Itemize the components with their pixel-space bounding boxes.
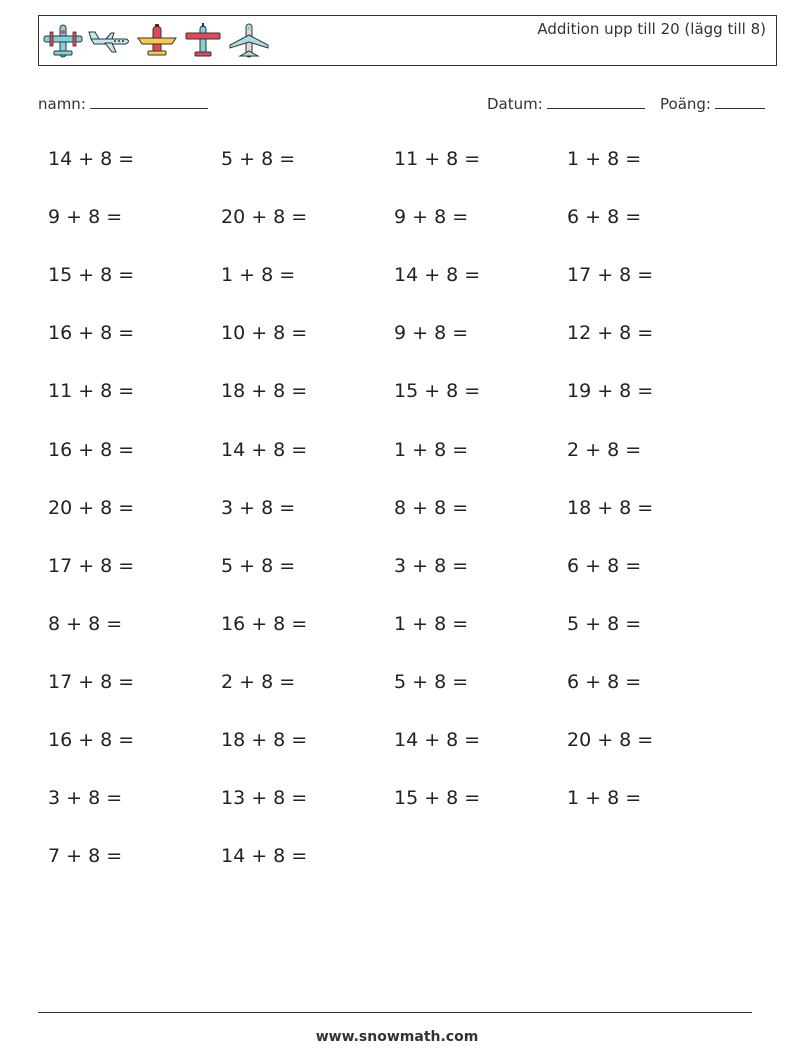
problem-item: 6 + 8 =	[567, 671, 642, 693]
problem-item: 14 + 8 =	[221, 439, 308, 461]
problem-item: 5 + 8 =	[394, 671, 469, 693]
problem-item: 10 + 8 =	[221, 322, 308, 344]
problem-item: 8 + 8 =	[48, 613, 123, 635]
problem-item: 15 + 8 =	[394, 787, 481, 809]
airplane-icon	[88, 23, 132, 59]
date-field[interactable]	[487, 94, 645, 113]
problem-item: 5 + 8 =	[567, 613, 642, 635]
score-field[interactable]	[660, 94, 765, 113]
problem-item: 3 + 8 =	[221, 497, 296, 519]
problem-item: 18 + 8 =	[221, 380, 308, 402]
problem-item: 9 + 8 =	[394, 322, 469, 344]
problem-item: 11 + 8 =	[394, 148, 481, 170]
problem-item: 9 + 8 =	[48, 206, 123, 228]
score-label: Poäng:	[660, 95, 711, 113]
problem-item: 18 + 8 =	[221, 729, 308, 751]
problem-item: 20 + 8 =	[221, 206, 308, 228]
problem-item: 16 + 8 =	[48, 439, 135, 461]
problem-item: 7 + 8 =	[48, 845, 123, 867]
name-line[interactable]	[90, 94, 208, 109]
problem-item: 9 + 8 =	[394, 206, 469, 228]
problem-item: 5 + 8 =	[221, 148, 296, 170]
airplane-icon	[228, 23, 270, 59]
airplane-icon	[182, 23, 224, 59]
problem-item: 20 + 8 =	[48, 497, 135, 519]
footer-divider	[38, 1012, 752, 1013]
problem-item: 16 + 8 =	[221, 613, 308, 635]
problem-item: 6 + 8 =	[567, 555, 642, 577]
worksheet-header	[38, 15, 777, 66]
airplane-icon	[136, 23, 178, 59]
problem-item: 1 + 8 =	[221, 264, 296, 286]
problem-item: 17 + 8 =	[48, 671, 135, 693]
date-label: Datum:	[487, 95, 543, 113]
problem-item: 16 + 8 =	[48, 322, 135, 344]
problem-item: 15 + 8 =	[394, 380, 481, 402]
problem-item: 1 + 8 =	[394, 613, 469, 635]
problem-item: 18 + 8 =	[567, 497, 654, 519]
problem-item: 8 + 8 =	[394, 497, 469, 519]
problem-item: 1 + 8 =	[567, 148, 642, 170]
date-line[interactable]	[547, 94, 645, 109]
problem-item: 14 + 8 =	[221, 845, 308, 867]
worksheet-title: Addition upp till 20 (lägg till 8)	[537, 20, 766, 38]
name-label: namn:	[38, 95, 86, 113]
score-line[interactable]	[715, 94, 765, 109]
problem-item: 17 + 8 =	[567, 264, 654, 286]
problem-item: 1 + 8 =	[567, 787, 642, 809]
problem-item: 14 + 8 =	[394, 264, 481, 286]
problem-item: 12 + 8 =	[567, 322, 654, 344]
problem-item: 1 + 8 =	[394, 439, 469, 461]
problem-item: 20 + 8 =	[567, 729, 654, 751]
problem-item: 14 + 8 =	[394, 729, 481, 751]
airplane-icons	[42, 21, 270, 61]
problem-item: 13 + 8 =	[221, 787, 308, 809]
problem-item: 3 + 8 =	[48, 787, 123, 809]
problem-item: 16 + 8 =	[48, 729, 135, 751]
name-field[interactable]	[38, 94, 208, 113]
problem-item: 5 + 8 =	[221, 555, 296, 577]
problem-item: 3 + 8 =	[394, 555, 469, 577]
problem-item: 2 + 8 =	[221, 671, 296, 693]
problem-item: 11 + 8 =	[48, 380, 135, 402]
problem-item: 2 + 8 =	[567, 439, 642, 461]
problem-item: 6 + 8 =	[567, 206, 642, 228]
airplane-icon	[42, 23, 84, 59]
problem-item: 14 + 8 =	[48, 148, 135, 170]
footer-site: www.snowmath.com	[315, 1029, 479, 1045]
problem-item: 15 + 8 =	[48, 264, 135, 286]
problem-item: 19 + 8 =	[567, 380, 654, 402]
problem-item: 17 + 8 =	[48, 555, 135, 577]
